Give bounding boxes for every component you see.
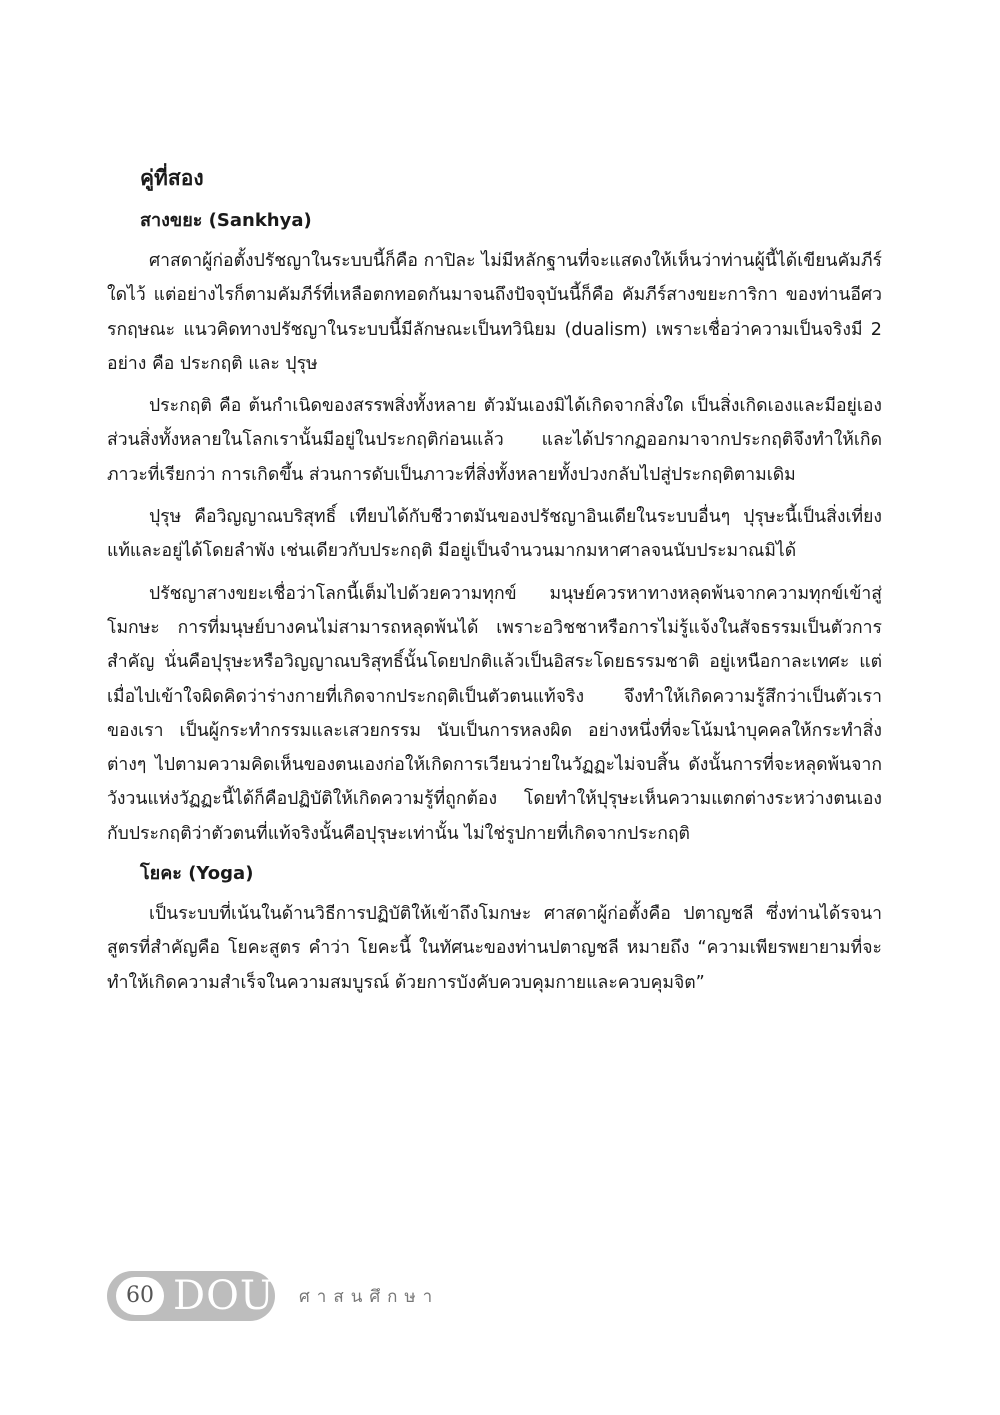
page-number: 60 bbox=[116, 1277, 164, 1315]
sankhya-paragraph-2: ประกฤติ คือ ต้นกำเนิดของสรรพสิ่งทั้งหลาย ตัวมันเองมิได้เกิดจากสิ่งใด เป็นสิ่งเกิดเองและมีอยู่เอง ส่วนสิ่งทั้งหลายในโลกเรานั้นมีอยู่ในประกฤติก่อนแล้ว และได้ปรากฏออกมาจากประกฤติจึงทำให้เกิดภาวะที่เรียกว่า การเกิดขึ้น ส่วนการดับเป็นภาวะที่สิ่งทั้งหลายทั้งปวงกลับไปสู่ประกฤติตามเดิม bbox=[107, 396, 882, 485]
sankhya-heading: สางขยะ (Sankhya) bbox=[140, 210, 312, 231]
page-footer bbox=[107, 1271, 707, 1321]
sankhya-paragraph-1: ศาสดาผู้ก่อตั้งปรัชญาในระบบนี้ก็คือ กาปิละ ไม่มีหลักฐานที่จะแสดงให้เห็นว่าท่านผู้นี้ได้เขียนคัมภีร์ใดไว้ แต่อย่างไรก็ตามคัมภีร์ที่เหลือตกทอดกันมาจนถึงปัจจุบันนี้ก็คือ คัมภีร์สางขยะการิกา ของท่านอีศวรกฤษณะ แนวคิดทางปรัชญาในระบบนี้มีลักษณะเป็นทวินิยม (dualism) เพราะเชื่อว่าความเป็นจริงมี 2 อย่าง คือ ประกฤติ และ ปุรุษ bbox=[107, 251, 882, 374]
section-title: คู่ที่สอง bbox=[140, 166, 204, 190]
book-title: ศาสนศึกษา bbox=[299, 1287, 440, 1307]
sankhya-paragraph-4: ปรัชญาสางขยะเชื่อว่าโลกนี้เต็มไปด้วยความทุกข์ มนุษย์ควรหาทางหลุดพ้นจากความทุกข์เข้าสู่โมกษะ การที่มนุษย์บางคนไม่สามารถหลุดพ้นได้ เพราะอวิชชาหรือการไม่รู้แจ้งในสัจธรรมเป็นตัวการสำคัญ นั่นคือปุรุษะหรือวิญญาณบริสุทธิ์นั้นโดยปกติแล้วเป็นอิสระโดยธรรมชาติ อยู่เหนือกาละเทศะ แต่เมื่อไปเข้าใจผิดคิดว่าร่างกายที่เกิดจากประกฤติเป็นตัวตนแท้จริง จึงทำให้เกิดความรู้สึกว่าเป็นตัวเรา ของเรา เป็นผู้กระทำกรรมและเสวยกรรม นับเป็นการหลงผิด อย่างหนึ่งที่จะโน้มนำบุคคลให้กระทำสิ่งต่างๆ ไปตามความคิดเห็นของตนเองก่อให้เกิดการเวียนว่ายในวัฏฏะไม่จบสิ้น ดังนั้นการที่จะหลุดพ้นจากวังวนแห่งวัฏฏะนี้ได้ก็คือปฏิบัติให้เกิดความรู้ที่ถูกต้อง โดยทำให้ปุรุษะเห็นความแตกต่างระหว่างตนเองกับประกฤติว่าตัวตนที่แท้จริงนั้นคือปุรุษะเท่านั้น ไม่ใช่รูปกายที่เกิดจากประกฤติ bbox=[107, 583, 882, 844]
yoga-heading: โยคะ (Yoga) bbox=[140, 863, 254, 885]
page-content bbox=[107, 162, 882, 1008]
dou-badge bbox=[107, 1271, 275, 1321]
yoga-paragraph-1: เป็นระบบที่เน้นในด้านวิธีการปฏิบัติให้เข้าถึงโมกษะ ศาสดาผู้ก่อตั้งคือ ปตาญชลี ซึ่งท่านได้รจนาสูตรที่สำคัญคือ โยคะสูตร คำว่า โยคะนี้ ในทัศนะของท่านปตาญชลี หมายถึง “ความเพียรพยายามที่จะทำให้เกิดความสำเร็จในความสมบูรณ์ ด้วยการบังคับควบคุมกายและควบคุมจิต” bbox=[107, 904, 882, 993]
dou-logo: DOU bbox=[173, 1273, 275, 1319]
sankhya-paragraph-3: ปุรุษ คือวิญญาณบริสุทธิ์ เทียบได้กับชีวาตมันของปรัชญาอินเดียในระบบอื่นๆ ปุรุษะนี้เป็นสิ่งเที่ยงแท้และอยู่ได้โดยลำพัง เช่นเดียวกับประกฤติ มีอยู่เป็นจำนวนมากมหาศาลจนนับประมาณมิได้ bbox=[107, 507, 882, 562]
